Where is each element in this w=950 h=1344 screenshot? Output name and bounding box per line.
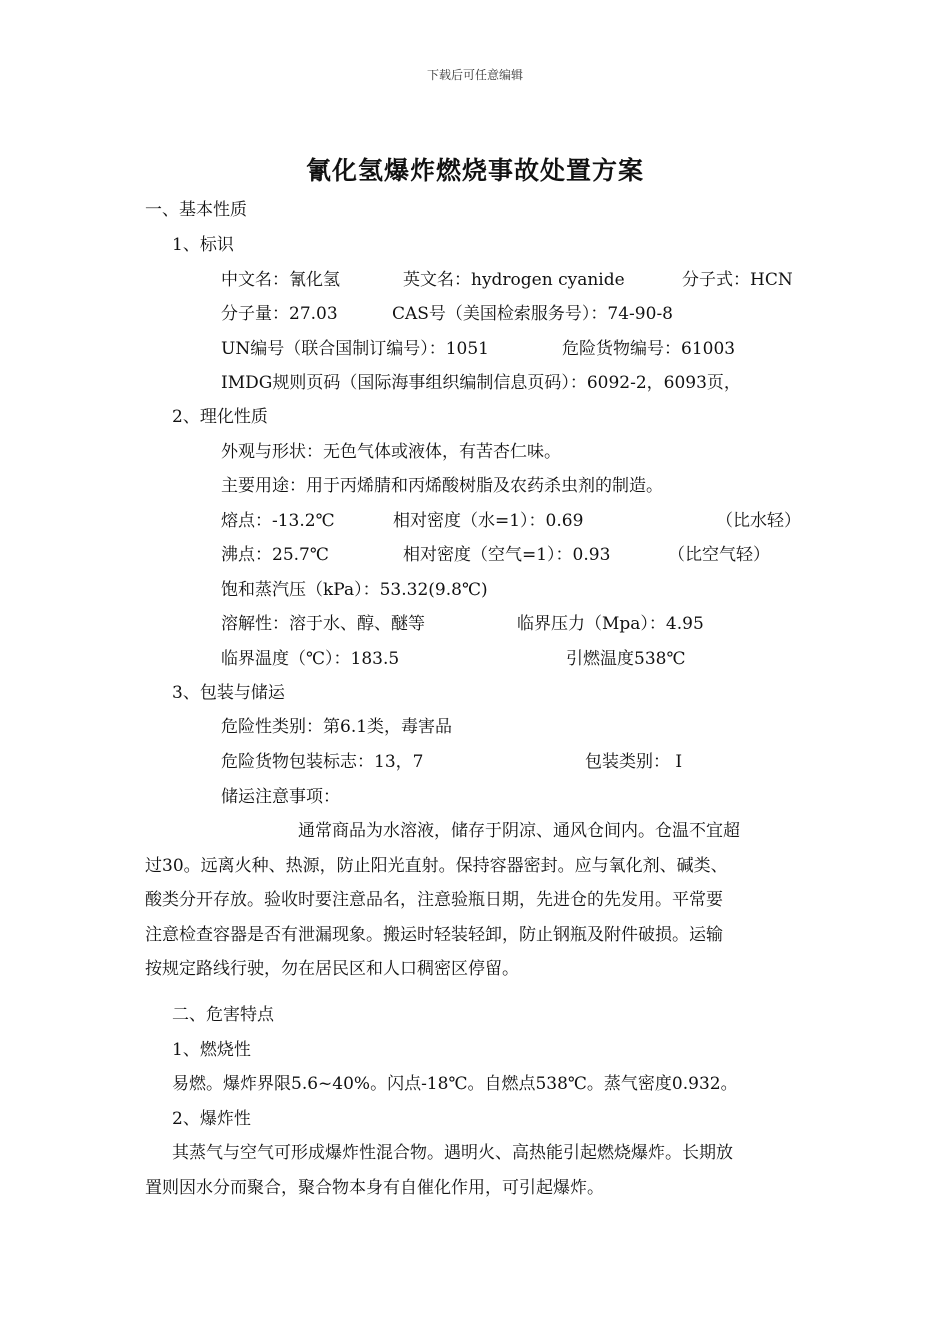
- molecular-weight: 分子量：27.03: [221, 304, 338, 324]
- storage-notes-line: 注意检查容器是否有泄漏现象。搬运时轻装轻卸，防止钢瓶及附件破损。运输: [145, 925, 723, 945]
- molecular-formula: 分子式：HCN: [682, 270, 793, 290]
- storage-notes-line: 通常商品为水溶液，储存于阴凉、通风仓间内。仓温不宜超: [298, 821, 740, 841]
- lighter-than-water: （比水轻）: [716, 511, 801, 531]
- combustion-text: 易燃。爆炸界限5.6~40%。闪点-18℃。自燃点538℃。蒸气密度0.932。: [172, 1074, 738, 1094]
- explosion-text-line: 其蒸气与空气可形成爆炸性混合物。遇明火、高热能引起燃烧爆炸。长期放: [172, 1143, 733, 1163]
- relative-density-air: 相对密度（空气=1）：0.93: [403, 545, 611, 565]
- imdg-page: IMDG规则页码（国际海事组织编制信息页码）：6092-2，6093页，: [221, 373, 741, 393]
- explosion-text-line: 置则因水分而聚合，聚合物本身有自催化作用，可引起爆炸。: [145, 1178, 604, 1198]
- critical-pressure: 临界压力（Mpa）：4.95: [517, 614, 704, 634]
- cn-name: 中文名：氰化氢: [221, 270, 340, 290]
- en-name: 英文名：hydrogen cyanide: [403, 270, 625, 290]
- packaging-class: 包装类别： Ⅰ: [585, 752, 683, 772]
- hazard-category: 危险性类别：第6.1类，毒害品: [221, 717, 453, 737]
- cas-number: CAS号（美国检索服务号）：74-90-8: [392, 304, 673, 324]
- section-heading-basic-properties: 一、基本性质: [145, 200, 247, 220]
- subsection-heading-packaging: 3、包装与储运: [172, 683, 285, 703]
- subsection-heading-identity: 1、标识: [172, 235, 234, 255]
- subsection-heading-explosion: 2、爆炸性: [172, 1109, 251, 1129]
- lighter-than-air: （比空气轻）: [668, 545, 770, 565]
- vapor-pressure: 饱和蒸汽压（kPa）：53.32(9.8℃): [221, 580, 488, 600]
- dangerous-goods-number: 危险货物编号：61003: [562, 339, 736, 359]
- storage-notes-line: 按规定路线行驶，勿在居民区和人口稠密区停留。: [145, 959, 519, 979]
- un-number: UN编号（联合国制订编号）：1051: [221, 339, 489, 359]
- section-heading-hazards: 二、危害特点: [172, 1005, 274, 1025]
- critical-temperature: 临界温度（℃）：183.5: [221, 649, 400, 669]
- melting-point: 熔点：-13.2℃: [221, 511, 335, 531]
- main-usage: 主要用途：用于丙烯腈和丙烯酸树脂及农药杀虫剂的制造。: [221, 476, 663, 496]
- storage-notes-line: 过30。远离火种、热源，防止阳光直射。保持容器密封。应与氧化剂、碱类、: [145, 856, 728, 876]
- page-header-note: 下载后可任意编辑: [426, 68, 523, 82]
- ignition-temperature: 引燃温度538℃: [566, 649, 686, 669]
- appearance: 外观与形状：无色气体或液体，有苦杏仁味。: [221, 442, 561, 462]
- solubility: 溶解性：溶于水、醇、醚等: [221, 614, 425, 634]
- storage-notes-label: 储运注意事项：: [221, 787, 340, 807]
- subsection-heading-combustion: 1、燃烧性: [172, 1040, 251, 1060]
- boiling-point: 沸点：25.7℃: [221, 545, 329, 565]
- document-title: 氰化氢爆炸燃烧事故处置方案: [305, 156, 644, 185]
- subsection-heading-physchem: 2、理化性质: [172, 407, 268, 427]
- relative-density-water: 相对密度（水=1）：0.69: [393, 511, 584, 531]
- storage-notes-line: 酸类分开存放。验收时要注意品名，注意验瓶日期，先进仓的先发用。平常要: [145, 890, 723, 910]
- packaging-mark: 危险货物包装标志：13，7: [221, 752, 424, 772]
